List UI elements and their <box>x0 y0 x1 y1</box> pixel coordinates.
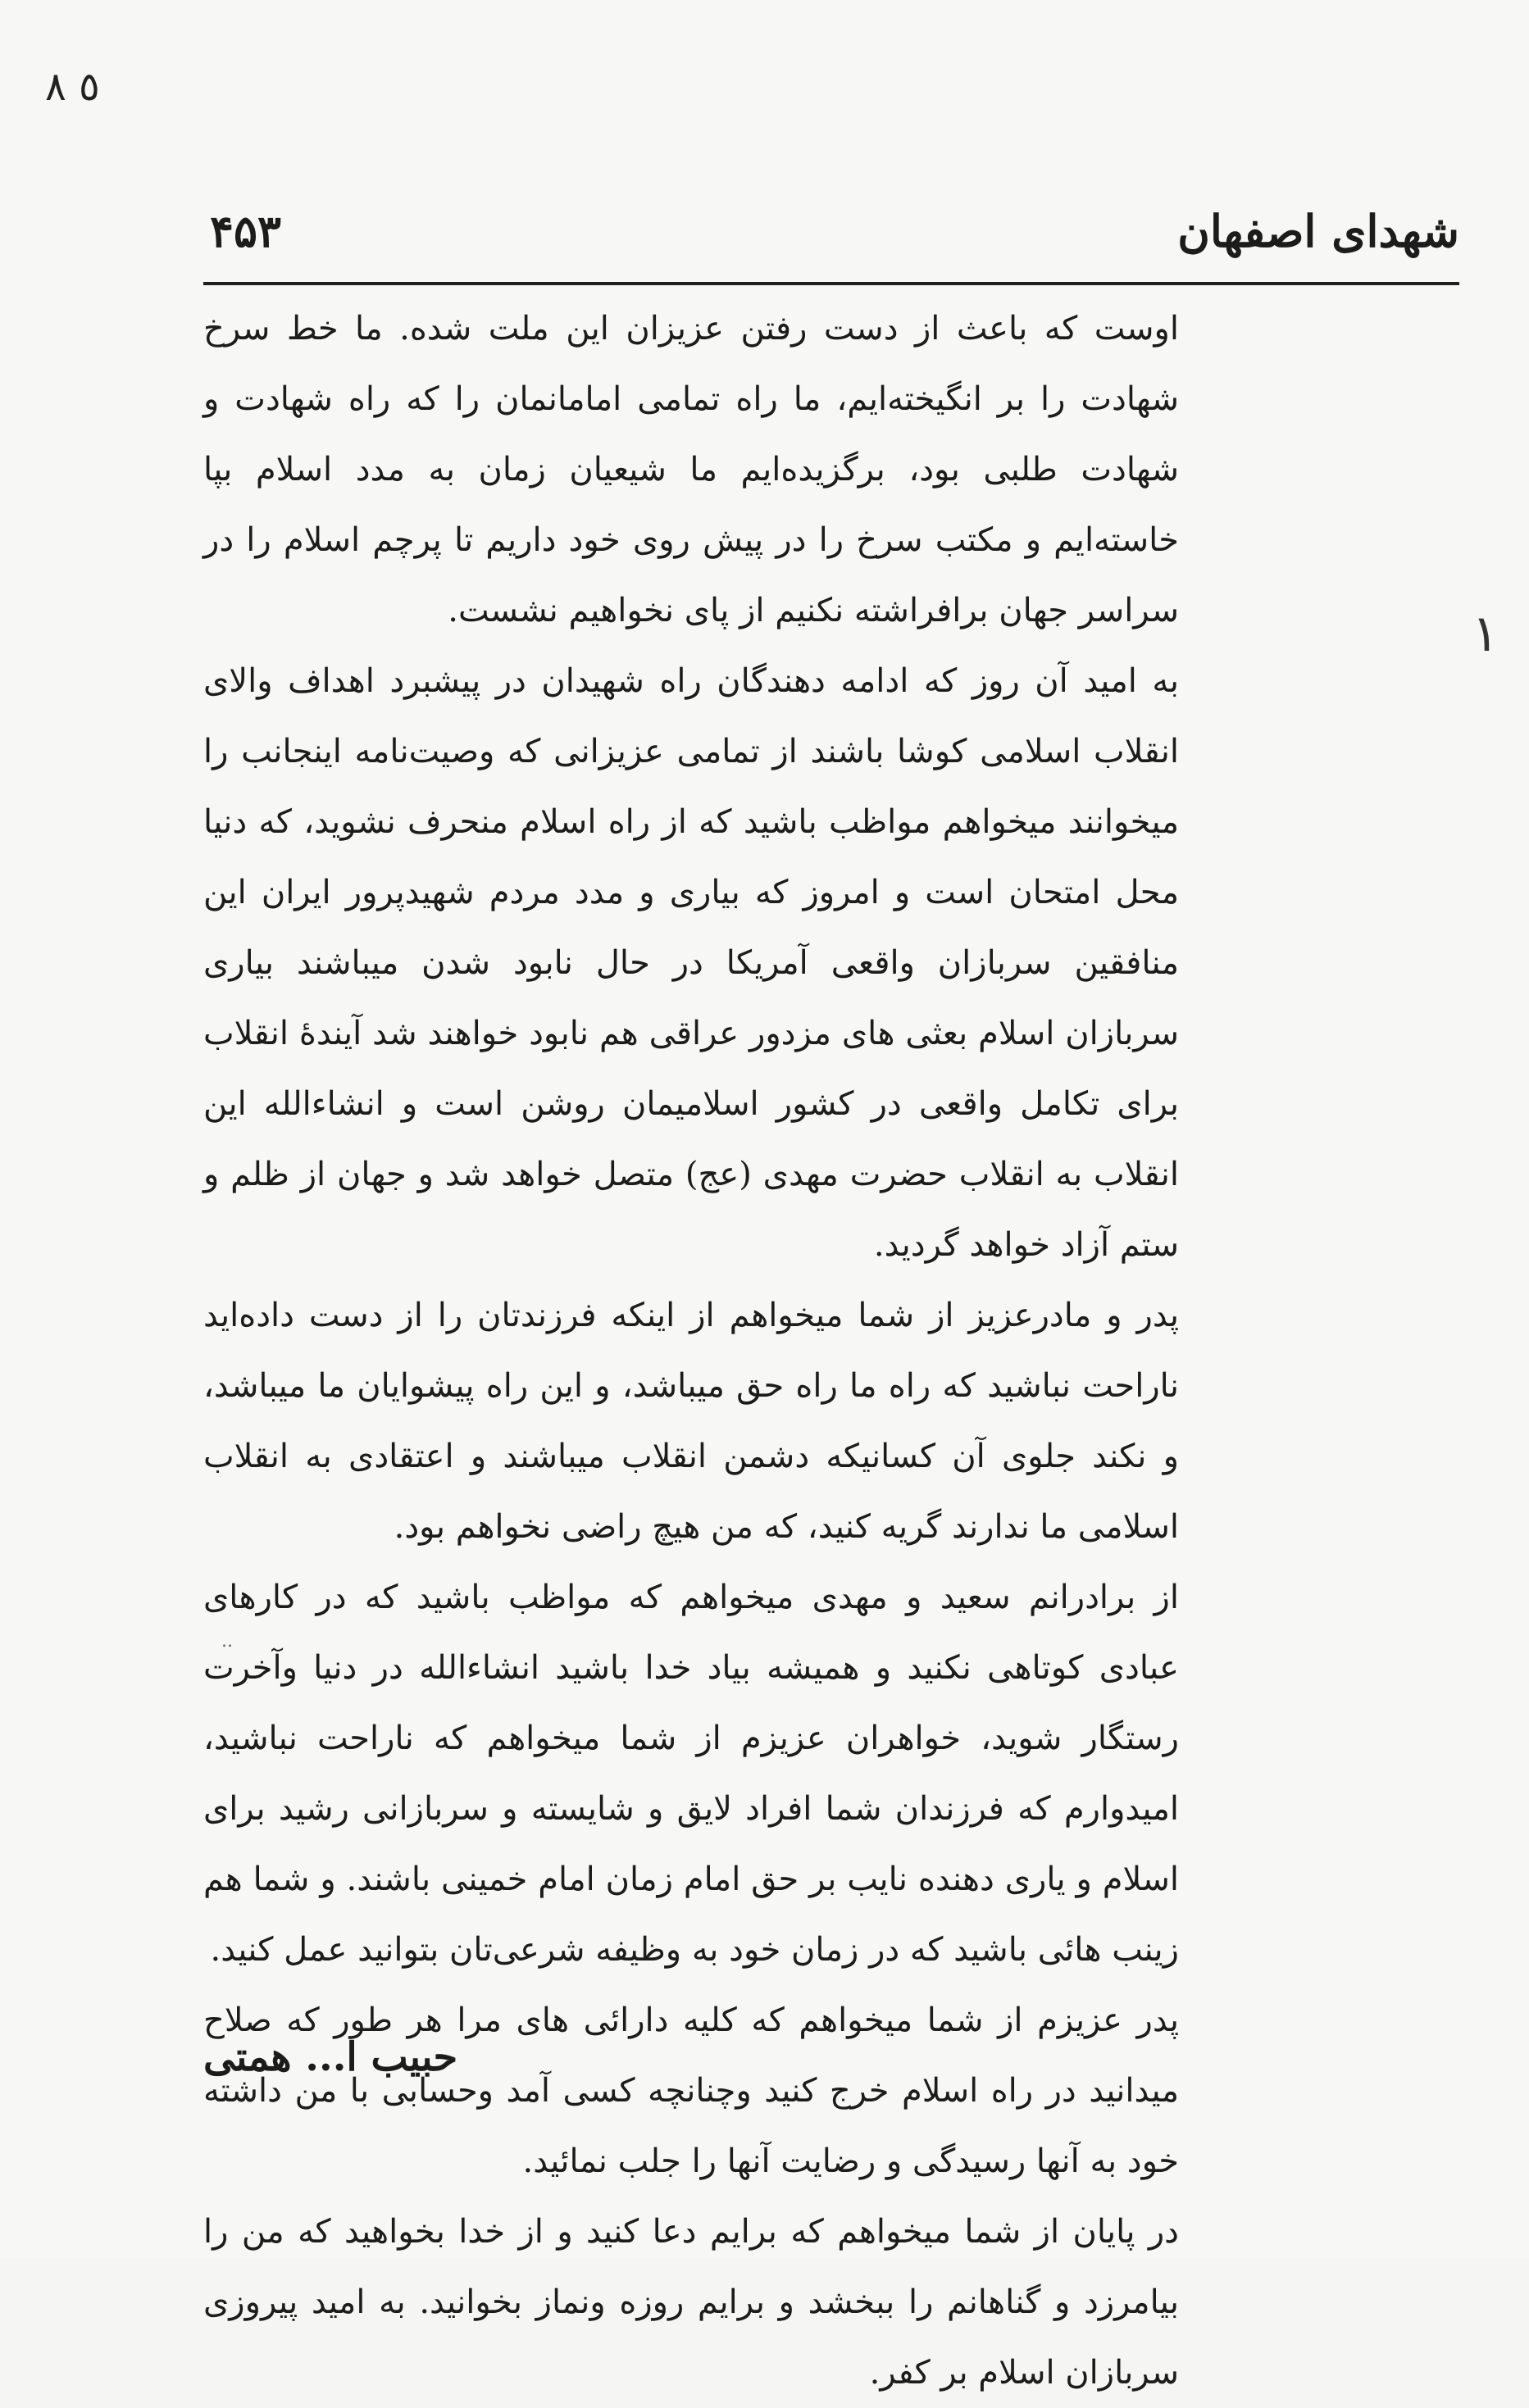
paragraph-6: در پایان از شما میخواهم که برایم دعا کنید و از خدا بخواهید که من را بیامرزد و گناهانم را ببخشد و برایم روزه ونماز بخوانید. به امید پیروزی سربازان اسلام بر کفر. <box>203 2213 1179 2392</box>
body-text <box>203 293 1179 2408</box>
page-header <box>203 197 1459 295</box>
paragraph-3: پدر و مادرعزیز از شما میخواهم از اینکه فرزندتان را از دست داده‌اید ناراحت نباشید که راه ما راه حق میباشد، و این راه پیشوایان ما میباشد، و نکند جلوی آن کسانیکه دشمن انقلاب میباشند و اعتقادی به انقلاب اسلامی ما ندارند گریه کنید، که من هیچ راضی نخواهم بود. <box>203 1297 1179 1546</box>
dot-mark: .. <box>221 1631 233 1652</box>
paragraph-4: از برادرانم سعید و مهدی میخواهم که مواظب باشید که در کارهای عبادی کوتاهی نکنید و همیشه بیاد خدا باشید انشاء‌الله در دنیا وآخرت رستگار شوید، خواهران عزیزم از شما میخواهم که ناراحت نباشید، امیدوارم که فرزندان شما افراد لایق و شایسته و سربازانی رشید برای اسلام و یاری دهنده نایب بر حق امام زمان امام خمینی باشند. و شما هم زینب هائی باشید که در زمان خود به وظیفه شرعی‌تان بتوانید عمل کنید. <box>203 1579 1179 1969</box>
page-number: ۴۵۳ <box>210 205 282 257</box>
paragraph-1: اوست که باعث از دست رفتن عزیزان این ملت شده. ما خط سرخ شهادت را بر انگیخته‌ایم، ما راه تمامی امامانمان را که راه شهادت و شهادت طلبی بود، برگزیده‌ایم ما شیعیان زمان به مدد اسلام بپا خاسته‌ایم و مکتب سرخ را در پیش روی خود داریم تا پرچم اسلام را در سراسر جهان برافراشته نکنیم از پای نخواهیم نشست. <box>203 310 1179 629</box>
margin-mark: ١ <box>1472 603 1499 663</box>
page-title: شهدای اصفهان <box>1177 205 1459 257</box>
corner-handwritten-mark: ٥ ٨ <box>45 64 100 110</box>
signature: حبیب ا... همتی <box>203 2034 458 2080</box>
paragraph-2: به امید آن روز که ادامه دهندگان راه شهیدان در پیشبرد اهداف والای انقلاب اسلامی کوشا باشند از تمامی عزیزانی که وصیت‌نامه اینجانب را میخوانند میخواهم مواظب باشید که از راه اسلام منحرف نشوید، که دنیا محل امتحان است و امروز که بیاری و مدد مردم شهیدپرور ایران این منافقین سربازان واقعی آمریکا در حال نابود شدن میباشند بیاری سربازان اسلام بعثی های مزدور عراقی هم نابود خواهند شد آیندهٔ انقلاب برای تکامل واقعی در کشور اسلامیمان روشن است و انشاء‌الله این انقلاب به انقلاب حضرت مهدی (عج) متصل خواهد شد و جهان از ظلم و ستم آزاد خواهد گردید. <box>203 662 1180 1264</box>
paragraph-5: پدر عزیزم از شما میخواهم که کلیه دارائی های مرا هر طور که صلاح میدانید در راه اسلام خرج کنید وچنانچه کسی آمد وحسابی با من داشته خود به آنها رسیدگی و رضایت آنها را جلب نمائید. <box>203 2001 1179 2180</box>
header-divider <box>203 282 1459 285</box>
